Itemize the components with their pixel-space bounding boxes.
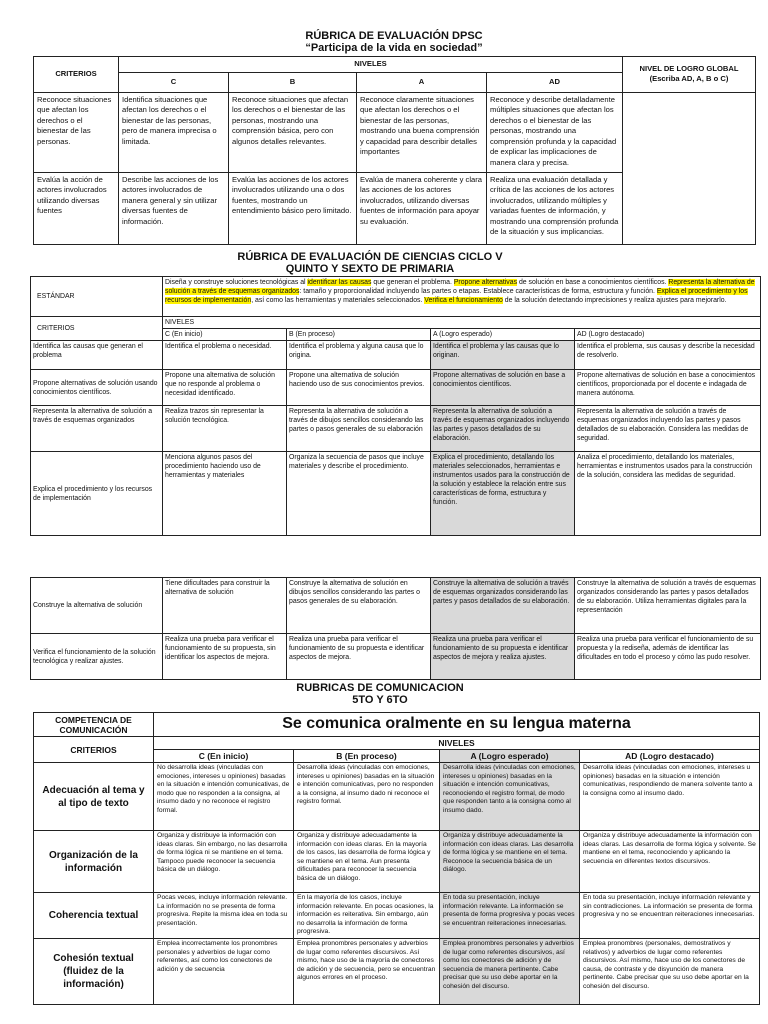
estandar-segment: Diseña y construye soluciones tecnológicas al bbox=[165, 279, 308, 286]
level-cell: Representa la alternativa de solución a través de esquemas organizados incluyendo las partes y pasos detallados de su elaboración. bbox=[431, 406, 575, 452]
criterio-cell: Representa la alternativa de solución a través de esquemas organizados bbox=[31, 406, 163, 452]
level-cell: Organiza y distribuye la información con ideas claras. Sin embargo, no las desarrolla de forma lógica ni se mantiene en el tema. Tampoco puede reconocer la secuencia básica de un diálogo. bbox=[154, 831, 294, 893]
estandar-segment: de solución en base a conocimientos científicos. bbox=[517, 279, 669, 286]
rubric-comunicacion-title: RUBRICAS DE COMUNICACION bbox=[296, 682, 464, 694]
level-cell: Propone una alternativa de solución haciendo uso de sus conocimientos previos. bbox=[287, 370, 431, 406]
estandar-segment: de la solución detectando imprecisiones y realiza ajustes para mejorarlo. bbox=[502, 297, 727, 304]
level-header: C (En inicio) bbox=[163, 329, 287, 341]
criterios-label: CRITERIOS bbox=[34, 737, 154, 763]
level-cell: Construye la alternativa de solución a través de esquemas organizados considerando las partes y pasos detallados de su elaboración. bbox=[431, 578, 575, 634]
level-cell: Reconoce claramente situaciones que afectan los derechos o el bienestar de las personas, mostrando una buena comprensión y capacidad para describir detalles importantes bbox=[357, 92, 487, 172]
level-header: B (En proceso) bbox=[287, 329, 431, 341]
level-cell: En la mayoría de los casos, incluye información relevante. En pocas ocasiones, la información es reiterativa. Sin embargo, aún no desarrolla la información de forma progresiva. bbox=[294, 893, 440, 939]
rubric-comunicacion-table bbox=[33, 712, 760, 1005]
level-cell: Realiza una prueba para verificar el funcionamiento de su propuesta y la rediseña, además de identificar las dificultades en todo el proceso y cómo las pudo resolver. bbox=[575, 634, 761, 680]
criterio-cell: Cohesión textual (fluidez de la información) bbox=[34, 938, 154, 1004]
estandar-highlight: Verifica el funcionamiento bbox=[424, 297, 503, 304]
rubric-dpsc-subtitle: “Participa de la vida en sociedad” bbox=[305, 42, 483, 54]
global-header: NIVEL DE LOGRO GLOBAL (Escriba AD, A, B o C) bbox=[623, 57, 756, 93]
rubric-ciencias-table-continued bbox=[30, 577, 761, 680]
level-cell: Organiza y distribuye adecuadamente la información con ideas claras. Las desarrolla de forma lógica y se mantiene en el tema. Reconoce la secuencia básica de un diálogo. bbox=[440, 831, 580, 893]
level-cell: En toda su presentación, incluye información relevante y sin contradicciones. La información se presenta de forma progresiva y no se encuentran reiteraciones innecesarias. bbox=[580, 893, 760, 939]
criterio-cell: Verifica el funcionamiento de la solución tecnológica y realizar ajustes. bbox=[31, 634, 163, 680]
level-cell: Construye la alternativa de solución en dibujos sencillos considerando las partes o pasos generales de su elaboración. bbox=[287, 578, 431, 634]
level-cell: Pocas veces, incluye información relevante. La información no se presenta de forma progresiva. Repite la misma idea en toda su presentación. bbox=[154, 893, 294, 939]
level-cell: Realiza una prueba para verificar el funcionamiento de su propuesta, sin identificar los aspectos de mejora. bbox=[163, 634, 287, 680]
level-header: A (Logro esperado) bbox=[440, 750, 580, 763]
estandar-segment: que generan el problema. bbox=[371, 279, 454, 286]
niveles-label: NIVELES bbox=[154, 737, 760, 750]
estandar-label: ESTÁNDAR bbox=[31, 277, 163, 317]
rubric-ciencias-table bbox=[30, 276, 761, 536]
rubric-comunicacion bbox=[33, 712, 759, 1005]
level-cell: Construye la alternativa de solución a través de esquemas organizados considerando las partes y pasos detallados de su elaboración. Utiliza herramientas digitales para la representación bbox=[575, 578, 761, 634]
estandar-highlight: identificar las causas bbox=[307, 279, 372, 286]
level-cell: Identifica situaciones que afectan los derechos o el bienestar de las personas, pero de manera imprecisa o limitada. bbox=[119, 92, 229, 172]
level-cell: Emplea incorrectamente los pronombres personales y adverbios de lugar como referentes, así como los conectores de adición y de secuencia bbox=[154, 938, 294, 1004]
criterio-cell: Reconoce situaciones que afectan los derechos o el bienestar de las personas. bbox=[34, 92, 119, 172]
level-cell: Tiene dificultades para construir la alternativa de solución bbox=[163, 578, 287, 634]
level-cell: Describe las acciones de los actores involucrados de manera general y sin utilizar diversas fuentes de información. bbox=[119, 172, 229, 244]
criterio-cell: Adecuación al tema y al tipo de texto bbox=[34, 763, 154, 831]
level-cell: Evalúa las acciones de los actores involucrados utilizando una o dos fuentes, mostrando un entendimiento básico pero limitado. bbox=[229, 172, 357, 244]
competencia-label: COMPETENCIA DE COMUNICACIÓN bbox=[34, 713, 154, 737]
level-cell: Realiza una evaluación detallada y crítica de las acciones de los actores involucrados, utilizando múltiples y variadas fuentes de información, y mostrando una comprensión profunda de la situación y sus implicancias. bbox=[487, 172, 623, 244]
level-header: AD bbox=[487, 72, 623, 92]
niveles-label: NIVELES bbox=[163, 317, 761, 329]
competencia-value: Se comunica oralmente en su lengua materna bbox=[154, 713, 760, 737]
level-header: A (Logro esperado) bbox=[431, 329, 575, 341]
estandar-text bbox=[163, 277, 761, 317]
level-cell: Identifica el problema o necesidad. bbox=[163, 341, 287, 370]
level-header: AD (Logro destacado) bbox=[580, 750, 760, 763]
level-cell: Reconoce situaciones que afectan los derechos o el bienestar de las personas, mostrando una comprensión básica, pero con algunos detalles relevantes. bbox=[229, 92, 357, 172]
level-header: C bbox=[119, 72, 229, 92]
rubric-dpsc-table bbox=[33, 56, 756, 245]
criterio-cell: Organización de la información bbox=[34, 831, 154, 893]
level-cell: Identifica el problema y las causas que lo originan. bbox=[431, 341, 575, 370]
criterio-cell: Construye la alternativa de solución bbox=[31, 578, 163, 634]
level-cell: Evalúa de manera coherente y clara las acciones de los actores involucrados, utilizando diversas fuentes de información para apoyar su evaluación. bbox=[357, 172, 487, 244]
level-cell: Identifica el problema, sus causas y describe la necesidad de resolverlo. bbox=[575, 341, 761, 370]
level-header: B (En proceso) bbox=[294, 750, 440, 763]
level-cell: Organiza y distribuye adecuadamente la información con ideas claras. Las desarrolla de forma lógica y solvente. Se mantiene en el tema, reconociendo y aplicando la secuencia en diferentes textos discursivos. bbox=[580, 831, 760, 893]
level-cell: Identifica el problema y alguna causa que lo origina. bbox=[287, 341, 431, 370]
level-cell: Representa la alternativa de solución a través de esquemas organizados incluyendo las partes y pasos detallados de su elaboración. Considera las medidas de seguridad. bbox=[575, 406, 761, 452]
criterio-cell: Identifica las causas que generan el problema bbox=[31, 341, 163, 370]
level-cell: Propone alternativas de solución en base a conocimientos científicos, proporcionada por el docente e indagada de manera autónoma. bbox=[575, 370, 761, 406]
level-cell: Desarrolla ideas (vinculadas con emociones, intereses u opiniones) basadas en la situación e intención comunicativas, reconociendo el registro formal, de modo que responden tanto a la consigna como al insumo dado. bbox=[440, 763, 580, 831]
rubric-comunicacion-header bbox=[200, 682, 560, 706]
level-cell: Representa la alternativa de solución a través de dibujos sencillos considerando las partes o pasos generales de su elaboración bbox=[287, 406, 431, 452]
level-cell: Explica el procedimiento, detallando los materiales seleccionados, herramientas e instrumentos usados para la construcción de la solución y establece la relación entre sus características de forma, estructura y función. bbox=[431, 452, 575, 536]
estandar-segment: , así como las herramientas y materiales seleccionados. bbox=[251, 297, 425, 304]
estandar-segment: : tamaño y proporcionalidad incluyendo las partes o etapas. Establece características de forma, estructura y función. bbox=[299, 288, 657, 295]
level-cell: Realiza una prueba para verificar el funcionamiento de su propuesta e identificar aspectos de mejora. bbox=[287, 634, 431, 680]
rubric-ciencias bbox=[30, 276, 760, 536]
rubric-dpsc-title: RÚBRICA DE EVALUACIÓN DPSC bbox=[305, 30, 483, 42]
level-cell: Menciona algunos pasos del procedimiento haciendo uso de herramientas y materiales bbox=[163, 452, 287, 536]
level-cell: Organiza la secuencia de pasos que incluye materiales y describe el procedimiento. bbox=[287, 452, 431, 536]
level-cell: Propone una alternativa de solución que no responde al problema o necesidad identificado. bbox=[163, 370, 287, 406]
level-header: C (En inicio) bbox=[154, 750, 294, 763]
estandar-highlight: Propone alternativas bbox=[453, 279, 518, 286]
level-cell: Emplea pronombres (personales, demostrativos y relativos) y adverbios de lugar como referentes discursivos. Así mismo, hace uso de los conectores de causa, de contraste y de disyunción de manera pertinente. Cabe precisar que su uso debe aportar en la cohesión del discurso. bbox=[580, 938, 760, 1004]
estandar-highlight: Explica el procedimiento y los recursos de implementación bbox=[165, 288, 748, 304]
level-header: A bbox=[357, 72, 487, 92]
criterio-cell: Propone alternativas de solución usando conocimientos científicos. bbox=[31, 370, 163, 406]
criterios-header: CRITERIOS bbox=[34, 57, 119, 93]
rubric-ciencias-title: RÚBRICA DE EVALUACIÓN DE CIENCIAS CICLO V bbox=[237, 251, 503, 263]
level-cell: En toda su presentación, incluye información relevante. La información se presenta de forma progresiva y pocas veces se encuentran reiteraciones innecesarias. bbox=[440, 893, 580, 939]
level-cell: Emplea pronombres personales y adverbios de lugar como referentes discursivos, así como los conectores de adición y de secuencia de manera pertinente. Cabe precisar que su uso debe aportar en la cohesión del discurso. bbox=[440, 938, 580, 1004]
criterio-cell: Explica el procedimiento y los recursos de implementación bbox=[31, 452, 163, 536]
rubric-comunicacion-subtitle: 5TO Y 6TO bbox=[352, 694, 408, 706]
level-cell: No desarrolla ideas (vinculadas con emociones, intereses u opiniones) basadas en la situación e intención comunicativas, de modo que no responden a la consigna, al insumo dado y no reconoce el registro formal. bbox=[154, 763, 294, 831]
level-cell: Realiza trazos sin representar la solución tecnológica. bbox=[163, 406, 287, 452]
level-header: AD (Logro destacado) bbox=[575, 329, 761, 341]
rubric-ciencias-subtitle: QUINTO Y SEXTO DE PRIMARIA bbox=[285, 263, 455, 275]
level-cell: Analiza el procedimiento, detallando los materiales, herramientas e instrumentos usados para la construcción de la solución, considera las medidas de seguridad. bbox=[575, 452, 761, 536]
niveles-header: NIVELES bbox=[119, 57, 623, 73]
level-cell: Emplea pronombres personales y adverbios de lugar como referentes discursivos. Así mismo, hace uso de la mayoría de conectores de adición y de secuencia, pero se encuentran algunos errores en el proceso. bbox=[294, 938, 440, 1004]
estandar-highlight: Representa la alternativa de solución a través de esquemas organizados bbox=[165, 279, 755, 295]
rubric-ciencias-header bbox=[160, 251, 580, 275]
level-cell: Realiza una prueba para verificar el funcionamiento de su propuesta e identificar aspectos de mejora y realiza ajustes. bbox=[431, 634, 575, 680]
level-cell: Organiza y distribuye adecuadamente la información con ideas claras. En la mayoría de los casos, las desarrolla de forma lógica y se mantiene en el tema. Aun presenta dificultades para reconocer la secuencia básica de un diálogo. bbox=[294, 831, 440, 893]
level-cell: Propone alternativas de solución en base a conocimientos científicos. bbox=[431, 370, 575, 406]
rubric-ciencias-continued bbox=[30, 577, 760, 680]
criterio-cell: Coherencia textual bbox=[34, 893, 154, 939]
level-cell: Reconoce y describe detalladamente múltiples situaciones que afectan los derechos o el bienestar de las personas, mostrando una comprensión profunda y la capacidad de explicar las implicaciones de manera clara y precisa. bbox=[487, 92, 623, 172]
criterio-cell: Evalúa la acción de actores involucrados utilizando diversas fuentes bbox=[34, 172, 119, 244]
criterios-label: CRITERIOS bbox=[31, 317, 163, 341]
level-cell: Desarrolla ideas (vinculadas con emociones, intereses u opiniones) basadas en la situación e intención comunicativas, pero no responden a la consigna, al insumo dado ni reconoce el registro formal. bbox=[294, 763, 440, 831]
rubric-dpsc bbox=[33, 30, 755, 245]
level-cell: Desarrolla ideas (vinculadas con emociones, intereses u opiniones) basadas en la situación e intención comunicativas, respondiendo de manera solvente tanto a la consigna como al insumo dado. bbox=[580, 763, 760, 831]
global-score-cell[interactable] bbox=[623, 92, 756, 244]
level-header: B bbox=[229, 72, 357, 92]
